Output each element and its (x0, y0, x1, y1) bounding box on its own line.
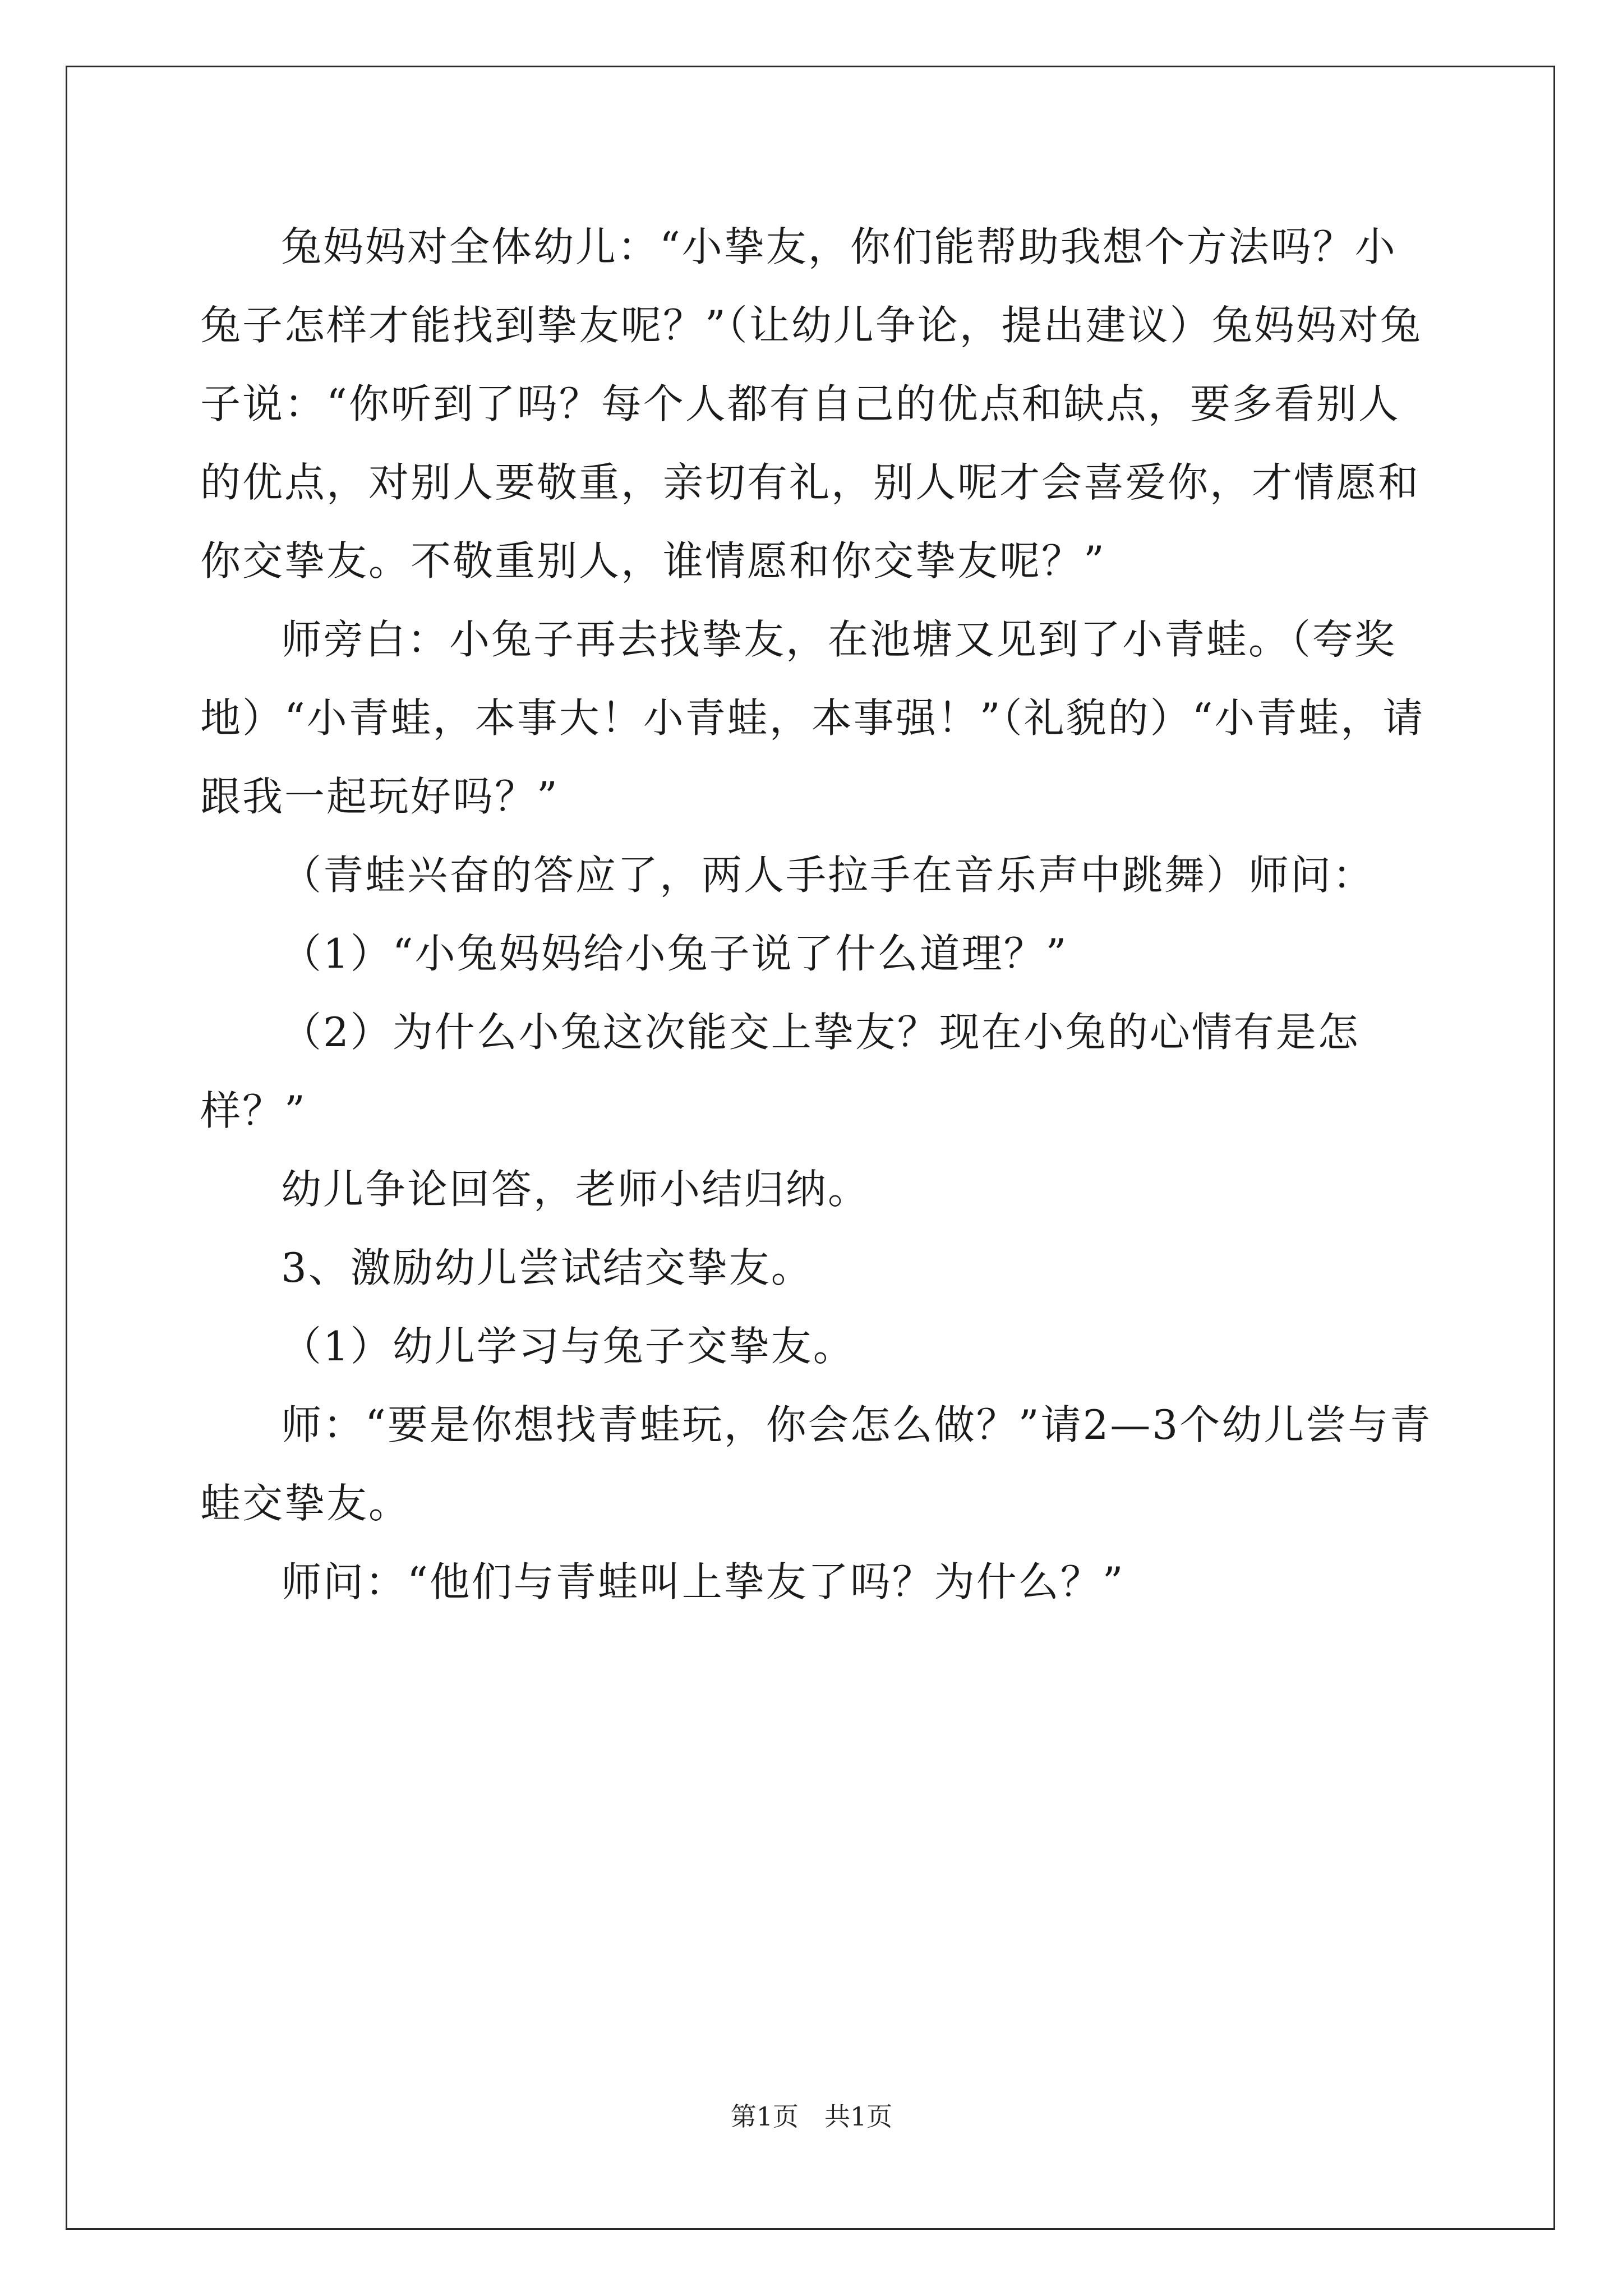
paragraph: 3、激励幼儿尝试结交挚友。 (281, 1244, 813, 1291)
paragraph: 师问：“他们与青蛙叫上挚友了吗？为什么？” (281, 1558, 1125, 1605)
paragraph: 幼儿争论回答，老师小结归纳。 (281, 1166, 870, 1213)
page-number-current: 第1页 (730, 2101, 799, 2132)
paragraph: 师：“要是你想找青蛙玩，你会怎么做？”请2—3个幼儿尝与青蛙交挚友。 (200, 1401, 1432, 1527)
page-number-total: 共1页 (824, 2101, 893, 2132)
paragraph: （1）“小兔妈妈给小兔子说了什么道理？” (281, 930, 1068, 977)
paragraph: （1）幼儿学习与兔子交挚友。 (281, 1323, 855, 1370)
paragraph: 兔妈妈对全体幼儿：“小挚友，你们能帮助我想个方法吗？小兔子怎样才能找到挚友呢？”（让幼儿争论，提出建议）兔妈妈对兔子说：“你听到了吗？每个人都有自己的优点和缺点，要多看别人的优点，对别人要敬重，亲切有礼，别人呢才会喜爱你，才情愿和你交挚友。不敬重别人，谁情愿和你交挚友呢？” (200, 223, 1422, 585)
paragraph: 师旁白：小兔子再去找挚友，在池塘又见到了小青蛙。（夸奖地）“小青蛙，本事大！小青蛙，本事强！”（礼貌的）“小青蛙，请跟我一起玩好吗？” (200, 616, 1425, 820)
paragraph: （青蛙兴奋的答应了，两人手拉手在音乐声中跳舞）师问： (281, 852, 1375, 899)
paragraph: （2）为什么小兔这次能交上挚友？现在小兔的心情有是怎样？” (200, 1009, 1360, 1134)
page-footer (0, 2101, 1623, 2132)
document-body (200, 208, 1434, 1621)
